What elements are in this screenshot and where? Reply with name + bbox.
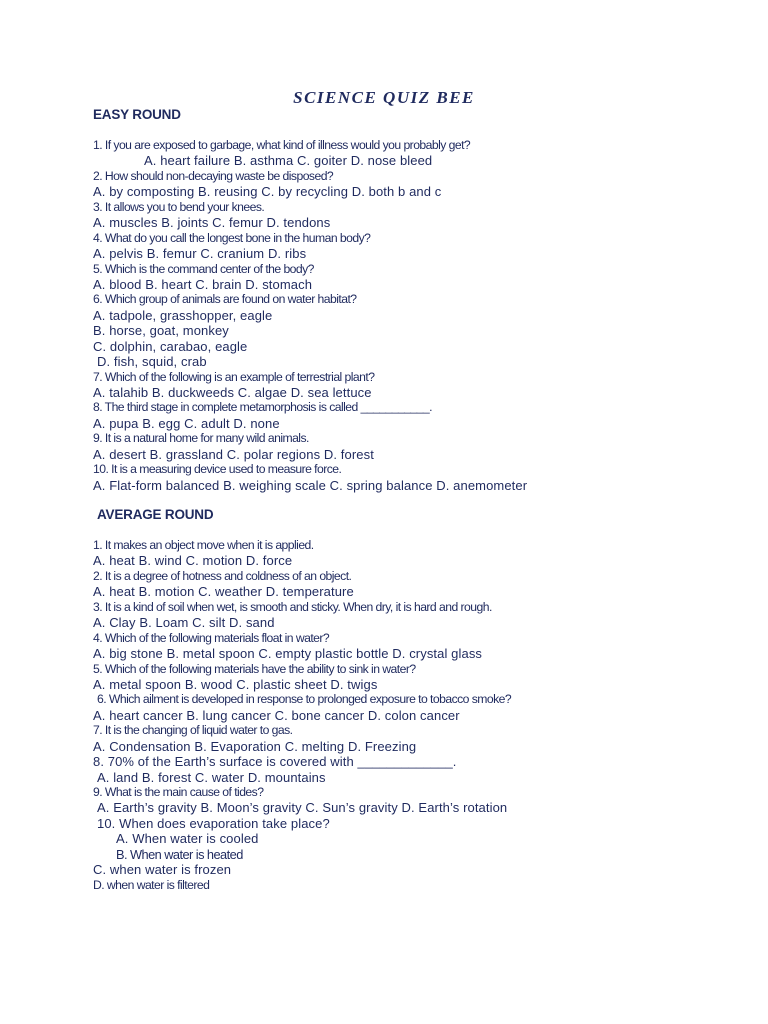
answer-choices-line: C. dolphin, carabao, eagle <box>93 338 248 354</box>
answer-choices-line: A. Earth’s gravity B. Moon’s gravity C. Sun’s gravity D. Earth’s rotation <box>97 800 508 816</box>
answer-choices-line: B. When water is heated <box>116 846 243 862</box>
answer-choices-line: D. when water is filtered <box>93 877 210 892</box>
answer-choices-line: A. Flat-form balanced B. weighing scale C. spring balance D. anemometer <box>93 477 528 493</box>
answer-choices-line: A. metal spoon B. wood C. plastic sheet D. twigs <box>93 676 378 692</box>
answer-choices-line: A. land B. forest C. water D. mountains <box>97 769 326 785</box>
average-round-heading: AVERAGE ROUND <box>97 507 214 522</box>
answer-choices-line: A. Clay B. Loam C. silt D. sand <box>93 615 275 631</box>
answer-choices-line: A. muscles B. joints C. femur D. tendons <box>93 215 331 231</box>
answer-choices-line: A. desert B. grassland C. polar regions D. forest <box>93 446 374 462</box>
question-line: 1. If you are exposed to garbage, what kind of illness would you probably get? <box>93 138 471 152</box>
answer-choices-line: A. heart cancer B. lung cancer C. bone cancer D. colon cancer <box>93 707 460 723</box>
answer-choices-line: A. big stone B. metal spoon C. empty plastic bottle D. crystal glass <box>93 646 483 662</box>
question-line: 6. Which group of animals are found on water habitat? <box>93 292 357 307</box>
question-line: 10. It is a measuring device used to measure force. <box>93 462 342 477</box>
question-line: 5. Which of the following materials have the ability to sink in water? <box>93 661 416 676</box>
easy-round-questions <box>93 138 748 493</box>
question-line: 10. When does evaporation take place? <box>97 815 330 831</box>
question-line: 6. Which ailment is developed in response to prolonged exposure to tobacco smoke? <box>97 692 512 707</box>
question-line: 9. It is a natural home for many wild animals. <box>93 431 309 446</box>
answer-choices-line: A. pupa B. egg C. adult D. none <box>93 415 280 431</box>
answer-choices-line: A. blood B. heart C. brain D. stomach <box>93 276 313 292</box>
question-line: 8. 70% of the Earth’s surface is covered with _____________. <box>93 754 457 770</box>
page-title: SCIENCE QUIZ BEE <box>293 88 475 107</box>
question-line: 4. What do you call the longest bone in the human body? <box>93 230 371 245</box>
question-line: 2. It is a degree of hotness and coldness of an object. <box>93 568 352 583</box>
question-line: 9. What is the main cause of tides? <box>93 785 264 799</box>
average-round-questions <box>93 538 748 893</box>
question-line: 3. It is a kind of soil when wet, is smooth and sticky. When dry, it is hard and rough. <box>93 599 492 614</box>
answer-choices-line: A. heart failure B. asthma C. goiter D. nose bleed <box>144 153 433 169</box>
easy-round-heading: EASY ROUND <box>93 107 181 122</box>
question-line: 2. How should non-decaying waste be disposed? <box>93 168 334 183</box>
question-line: 3. It allows you to bend your knees. <box>93 199 265 214</box>
question-line: 8. The third stage in complete metamorphosis is called ___________. <box>93 400 432 415</box>
answer-choices-line: A. heat B. motion C. weather D. temperature <box>93 584 354 600</box>
question-line: 7. Which of the following is an example of terrestrial plant? <box>93 369 375 384</box>
answer-choices-line: D. fish, squid, crab <box>97 354 207 370</box>
answer-choices-line: A. talahib B. duckweeds C. algae D. sea lettuce <box>93 385 372 400</box>
answer-choices-line: C. when water is frozen <box>93 862 232 878</box>
answer-choices-line: A. Condensation B. Evaporation C. melting D. Freezing <box>93 738 417 754</box>
question-line: 5. Which is the command center of the body? <box>93 261 314 276</box>
answer-choices-line: A. heat B. wind C. motion D. force <box>93 553 293 569</box>
answer-choices-line: A. by composting B. reusing C. by recycling D. both b and c <box>93 184 442 200</box>
answer-choices-line: B. horse, goat, monkey <box>93 323 229 339</box>
question-line: 7. It is the changing of liquid water to gas. <box>93 723 293 738</box>
question-line: 1. It makes an object move when it is applied. <box>93 538 314 552</box>
answer-choices-line: A. When water is cooled <box>116 831 259 847</box>
answer-choices-line: A. tadpole, grasshopper, eagle <box>93 307 273 323</box>
answer-choices-line: A. pelvis B. femur C. cranium D. ribs <box>93 246 307 262</box>
question-line: 4. Which of the following materials float in water? <box>93 630 330 645</box>
